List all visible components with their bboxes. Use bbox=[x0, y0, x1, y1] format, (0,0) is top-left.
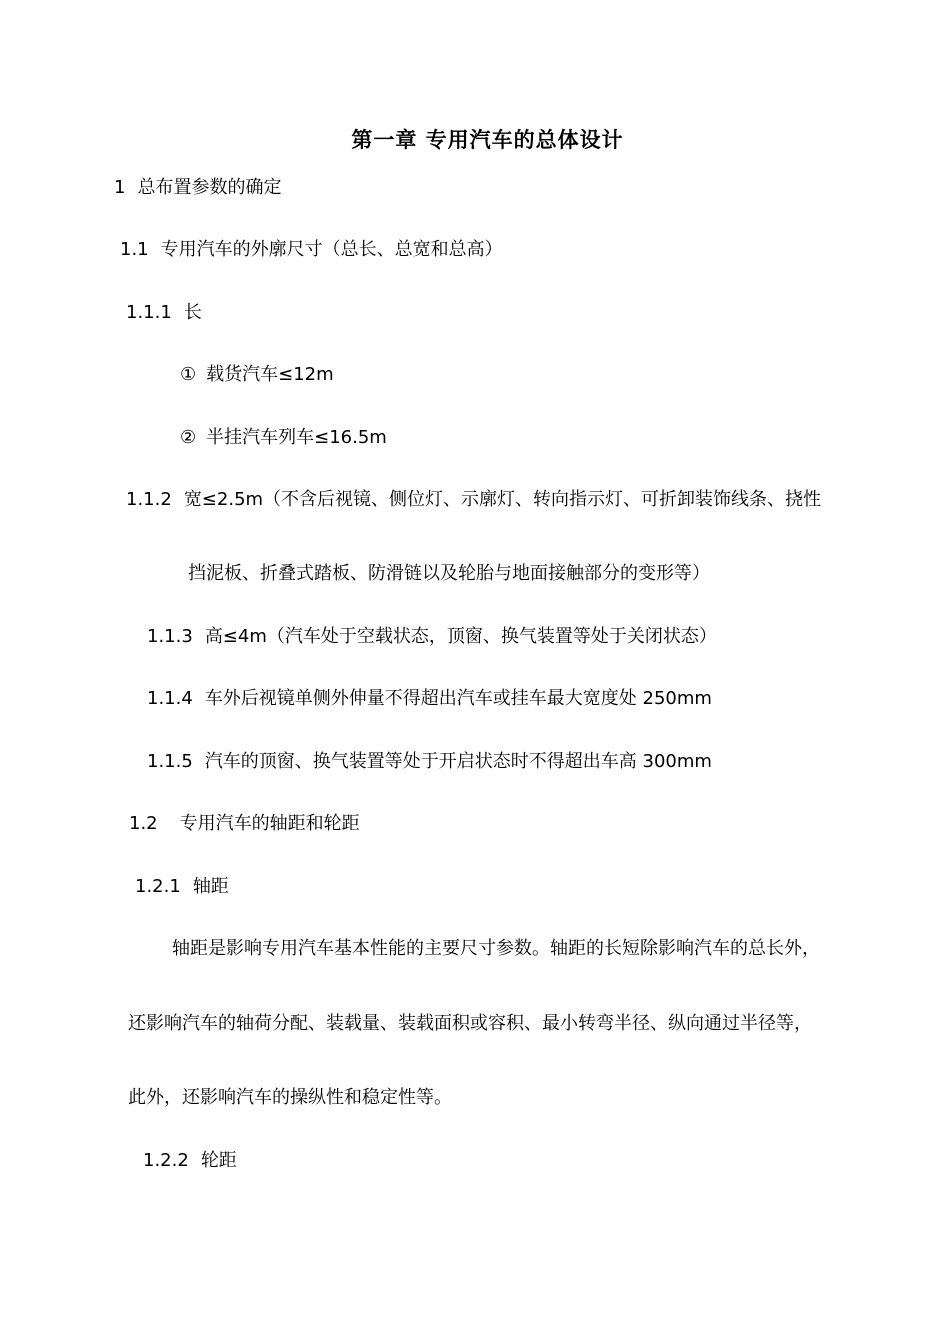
heading-number: 1.1.3 bbox=[147, 626, 193, 647]
heading-number: 1.2 bbox=[129, 813, 158, 834]
heading-text: 车外后视镜单侧外伸量不得超出汽车或挂车最大宽度处 250mm bbox=[204, 688, 712, 709]
heading-1-2-2 bbox=[143, 1149, 237, 1173]
heading-1-2 bbox=[129, 812, 360, 836]
heading-1-1-2 bbox=[126, 488, 821, 512]
paragraph-line-2: 还影响汽车的轴荷分配、装载量、装载面积或容积、最小转弯半径、纵向通过半径等， bbox=[128, 1013, 812, 1034]
paragraph-line-1: 轴距是影响专用汽车基本性能的主要尺寸参数。轴距的长短除影响汽车的总长外， bbox=[172, 938, 820, 959]
heading-1-1-3 bbox=[147, 625, 717, 649]
heading-text: 轮距 bbox=[200, 1150, 237, 1171]
heading-text: 宽≤2.5m（不含后视镜、侧位灯、示廓灯、转向指示灯、可折卸装饰线条、挠性 bbox=[183, 489, 822, 510]
heading-1-1-2-continuation: 挡泥板、折叠式踏板、防滑链以及轮胎与地面接触部分的变形等） bbox=[188, 563, 710, 584]
heading-number: 1.1.2 bbox=[126, 489, 172, 510]
heading-number: 1 bbox=[114, 177, 126, 198]
heading-text: 总布置参数的确定 bbox=[137, 177, 282, 198]
heading-1 bbox=[114, 176, 281, 200]
paragraph-line-3: 此外，还影响汽车的操纵性和稳定性等。 bbox=[128, 1087, 452, 1108]
heading-text: 专用汽车的轴距和轮距 bbox=[179, 813, 360, 834]
heading-number: 1.2.2 bbox=[143, 1150, 189, 1171]
list-text: 载货汽车≤12m bbox=[206, 364, 334, 385]
list-item-1 bbox=[180, 363, 334, 387]
heading-1-1 bbox=[120, 238, 503, 262]
heading-1-1-1 bbox=[126, 301, 202, 325]
heading-text: 汽车的顶窗、换气装置等处于开启状态时不得超出车高 300mm bbox=[204, 751, 712, 772]
heading-text: 专用汽车的外廓尺寸（总长、总宽和总高） bbox=[160, 239, 503, 260]
heading-text: 轴距 bbox=[192, 876, 229, 897]
heading-1-2-1 bbox=[135, 875, 229, 899]
heading-number: 1.1.1 bbox=[126, 302, 172, 323]
list-item-2 bbox=[180, 426, 387, 450]
heading-number: 1.1.5 bbox=[147, 751, 193, 772]
heading-1-1-4 bbox=[147, 687, 712, 711]
list-marker: ① bbox=[180, 364, 197, 385]
heading-1-1-5 bbox=[147, 750, 712, 774]
heading-text: 长 bbox=[183, 302, 202, 323]
heading-number: 1.2.1 bbox=[135, 876, 181, 897]
list-marker: ② bbox=[180, 427, 197, 448]
chapter-title: 第一章 专用汽车的总体设计 bbox=[351, 127, 624, 152]
list-text: 半挂汽车列车≤16.5m bbox=[206, 427, 387, 448]
heading-text: 高≤4m（汽车处于空载状态，顶窗、换气装置等处于关闭状态） bbox=[204, 626, 717, 647]
heading-number: 1.1.4 bbox=[147, 688, 193, 709]
heading-number: 1.1 bbox=[120, 239, 149, 260]
